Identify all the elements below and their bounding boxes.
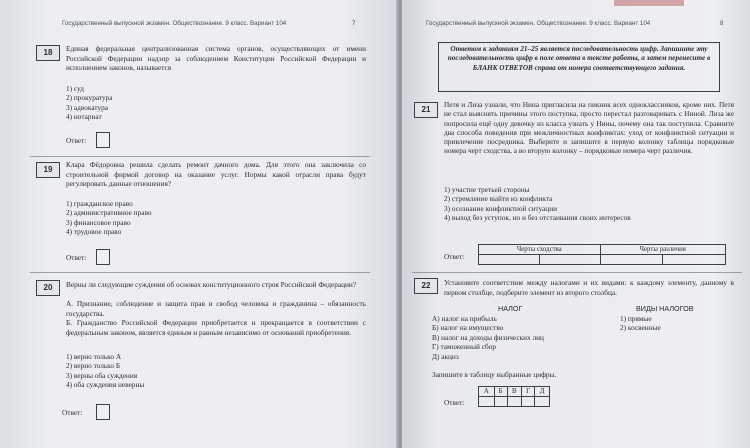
page-number: 8 (720, 20, 724, 27)
answer-table-22 (478, 386, 550, 407)
stamp-mark (614, 0, 684, 6)
option: 4) оба суждения неверны (66, 380, 145, 390)
list-item: В) налог на доходы физических лиц (432, 332, 544, 342)
option: 3) адвокатура (66, 102, 109, 112)
question-21-options (444, 185, 631, 223)
answer-cell[interactable] (522, 397, 535, 407)
question-22-text: Установите соответствие между налогами и их видами: к каждому элементу, данному в первом столбце, подберите элемент из второго столбца. (444, 278, 734, 297)
answer-box-19[interactable] (96, 249, 110, 265)
question-number-19: 19 (36, 162, 60, 178)
answer-label: Ответ: (444, 252, 465, 261)
letter-cell: Г (522, 387, 535, 397)
option: 1) верно только А (66, 352, 122, 361)
answer-cell[interactable] (507, 397, 522, 407)
question-18-text: Единая федеральная централизованная система органов, осуществляющих от имени Российской Федерации надзор за соблюдением Конституции Российской Федерации и исполнением законов, называется (66, 44, 366, 73)
question-19-options (66, 199, 151, 237)
letter-cell: В (507, 387, 522, 397)
option: 1) суд (66, 84, 84, 93)
difference-header: Черты различия (600, 245, 725, 255)
option: 3) финансовое право (66, 217, 131, 227)
letter-cell: Д (535, 387, 550, 397)
page-number: 7 (352, 20, 356, 27)
right-page (402, 0, 750, 448)
question-number-22: 22 (414, 278, 438, 294)
answer-box-18[interactable] (96, 132, 110, 148)
taxes-column-header: НАЛОГ (498, 304, 523, 313)
option: 4) выход без уступок, но и без отстаивания своих интересов (444, 213, 631, 223)
divider (30, 272, 370, 273)
list-item: Г) таможенный сбор (432, 342, 497, 352)
page-header: Государственный выпускной экзамен. Обществознание. 9 класс. Вариант 104 (426, 20, 651, 27)
answer-cell[interactable] (600, 255, 663, 265)
list-item: А) налог на прибыль (432, 314, 497, 323)
answer-box-20[interactable] (96, 404, 110, 420)
option: 1) гражданское право (66, 199, 133, 208)
question-number-18: 18 (36, 45, 60, 61)
answer-cell[interactable] (479, 255, 540, 265)
answer-cell[interactable] (494, 397, 507, 407)
option: 4) нотариат (66, 112, 102, 122)
question-20-options (66, 352, 144, 390)
answer-label: Ответ: (62, 408, 83, 417)
answer-label: Ответ: (66, 253, 87, 262)
answer-cell[interactable] (479, 397, 495, 407)
similarity-header: Черты сходства (479, 245, 601, 255)
tax-types-column-header: ВИДЫ НАЛОГОВ (636, 304, 694, 313)
question-20-text: Верны ли следующие суждения об основах конституционного строя Российской Федерации? (66, 280, 357, 289)
instructions-notice: Ответом к заданиям 21–25 является последовательность цифр. Запишите эту последовательность цифр в поле ответа в тексте работы, а затем перенесите в БЛАНК ОТВЕТОВ справа от номера соответствующего задания. (438, 42, 720, 92)
question-number-21: 21 (414, 102, 438, 118)
letter-cell: А (479, 387, 495, 397)
divider (30, 156, 370, 157)
list-item: 1) прямые (620, 314, 652, 323)
divider (412, 272, 742, 273)
answer-label: Ответ: (444, 398, 465, 407)
answer-cell[interactable] (539, 255, 600, 265)
list-item: Б) налог на имущество (432, 323, 504, 333)
statement-a: А. Признание, соблюдение и защита прав и свобод человека и гражданина – обязанность государства. (66, 299, 366, 318)
answer-table-21 (478, 244, 726, 265)
answer-label: Ответ: (66, 136, 87, 145)
tax-list (432, 314, 544, 361)
option: 3) верны оба суждения (66, 370, 138, 380)
question-number-20: 20 (36, 280, 60, 296)
page-header: Государственный выпускной экзамен. Обществознание. 9 класс. Вариант 104 (62, 20, 287, 27)
option: 2) верно только Б (66, 361, 121, 371)
option: 1) участие третьей стороны (444, 185, 530, 194)
table-instruction: Запишите в таблицу выбранные цифры. (432, 370, 557, 379)
answer-cell[interactable] (663, 255, 726, 265)
question-19-text: Клара Фёдоровна решила сделать ремонт дачного дома. Для этого она заключила со строительной фирмой договор на оказание услуг. Нормы какой отрасли права будут регулировать данные отношения? (66, 160, 366, 189)
list-item: Д) акциз (432, 351, 459, 361)
option: 4) трудовое право (66, 227, 122, 237)
option: 2) административное право (66, 208, 152, 218)
tax-type-list (620, 314, 661, 333)
statement-b: Б. Гражданство Российской Федерации приобретается и прекращается в соответствии с федеральным законом, является единым и равным независимо от оснований приобретения. (66, 318, 366, 337)
answer-cell[interactable] (535, 397, 550, 407)
question-18-options (66, 84, 113, 122)
option: 3) осознание конфликтной ситуации (444, 203, 558, 213)
list-item: 2) косвенные (620, 323, 661, 333)
option: 2) стремление выйти из конфликта (444, 194, 553, 204)
question-21-text: Петя и Лиза узнали, что Нина пригласила на пикник всех одноклассников, кроме них. Петя не стал выяснять причины этого поступка, просто перестал разговаривать с Ниной. Лиза же попросила ещё одну девочку из класса узнать у Нины, почему она так поступила. Сравните два способа поведения при межличностных конфликтах: уход от конфликтной ситуации и привлечение посредника. Выберите и запишите в первую колонку таблицы порядковые номера черт сходства, а во вторую колонку – порядковые номера черт различия. (444, 100, 734, 156)
option: 2) прокуратура (66, 93, 113, 103)
letter-cell: Б (494, 387, 507, 397)
